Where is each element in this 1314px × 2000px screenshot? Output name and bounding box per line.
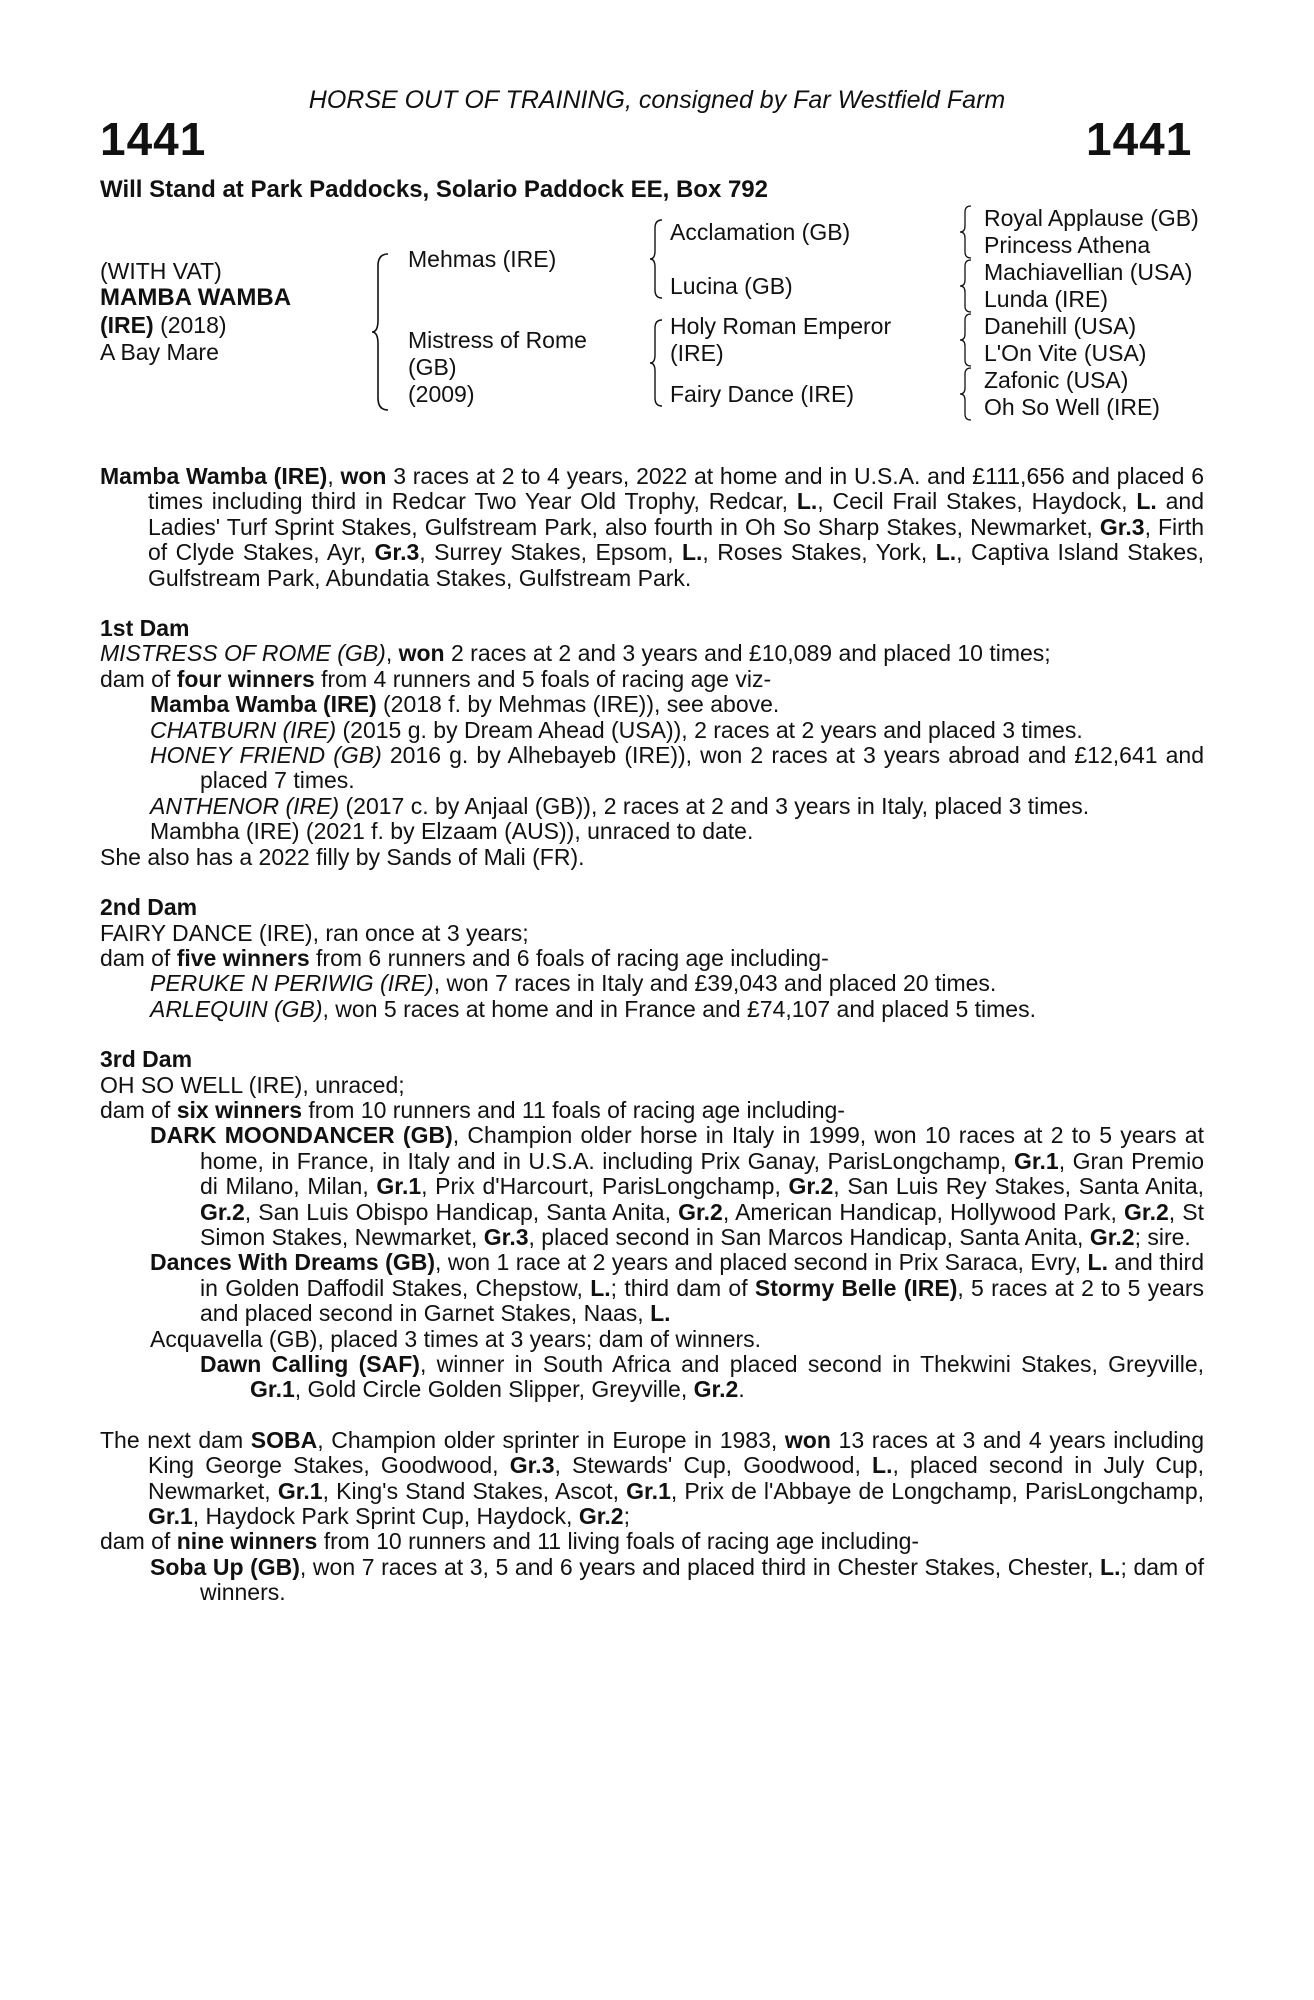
vat-label: (WITH VAT) (100, 258, 222, 284)
pedigree-brace-g3b (958, 258, 974, 314)
dam-line2: (GB) (408, 354, 457, 380)
stand-location: Will Stand at Park Paddocks, Solario Paddock EE, Box 792 (100, 176, 769, 203)
catalogue-body (100, 464, 1204, 1606)
g3-5: Danehill (USA) (984, 313, 1137, 339)
dam1-also: She also has a 2022 filly by Sands of Mali (FR). (100, 843, 585, 870)
dam1-line: MISTRESS OF ROME (GB), won 2 races at 2 and 3 years and £10,089 and placed 10 times; (100, 640, 1051, 667)
sire-dam: Lucina (GB) (670, 273, 793, 299)
pedigree-brace-g3c (958, 312, 974, 368)
dam-dam: Fairy Dance (IRE) (670, 381, 855, 407)
dam1-foal-1: Mamba Wamba (IRE) (2018 f. by Mehmas (IRE)), see above. (150, 691, 780, 718)
g3-1: Royal Applause (GB) (984, 205, 1199, 231)
dam2-heading: 2nd Dam (100, 894, 198, 921)
dam3-dances-with-dreams: Dances With Dreams (GB), won 1 race at 2 years and placed second in Prix Saraca, Evry, L. and third in Golden Daffodil Stakes, Chepstow, L.; third dam of Stormy Belle (IRE), 5 races at 2 to 5 years and placed second in Garnet Stakes, Naas, L. (150, 1249, 1205, 1327)
pedigree-brace-g3d (958, 366, 974, 422)
dam3-dark-moondancer: DARK MOONDANCER (GB), Champion older horse in Italy in 1999, won 10 races at 2 to 5 years at home, in France, in Italy and in U.S.A. including Prix Ganay, ParisLongchamp, Gr.1, Gran Premio di Milano, Milan, Gr.1, Prix d'Harcourt, ParisLongchamp, Gr.2, San Luis Rey Stakes, Santa Anita, Gr.2, San Luis Obispo Handicap, Santa Anita, Gr.2, American Handicap, Hollywood Park, Gr.2, St Simon Stakes, Newmarket, Gr.3, placed second in San Marcos Handicap, Santa Anita, Gr.2; sire. (150, 1122, 1205, 1250)
pedigree-brace-g3a (958, 204, 974, 260)
dam2-line: FAIRY DANCE (IRE), ran once at 3 years; (100, 919, 529, 946)
dam1-heading: 1st Dam (100, 615, 190, 642)
dam1-foal-5: Mambha (IRE) (2021 f. by Elzaam (AUS)), unraced to date. (150, 818, 754, 845)
horse-year: (2018) (160, 312, 227, 338)
sire: Mehmas (IRE) (408, 246, 557, 272)
dam1-foal-2: CHATBURN (IRE) (2015 g. by Dream Ahead (USA)), 2 races at 2 years and placed 3 times. (150, 716, 1083, 743)
lot-number-left: 1441 (100, 113, 207, 165)
dam3-heading: 3rd Dam (100, 1046, 193, 1073)
race-record: Mamba Wamba (IRE), won 3 races at 2 to 4 years, 2022 at home and in U.S.A. and £111,656 and placed 6 times including third in Redcar Two Year Old Trophy, Redcar, L., Cecil Frail Stakes, Haydock, L. and Ladies' Turf Sprint Stakes, Gulfstream Park, also fourth in Oh So Sharp Stakes, Newmarket, Gr.3, Firth of Clyde Stakes, Ayr, Gr.3, Surrey Stakes, Epsom, L., Roses Stakes, York, L., Captiva Island Stakes, Gulfstream Park, Abundatia Stakes, Gulfstream Park. (100, 463, 1205, 591)
g3-6: L'On Vite (USA) (984, 340, 1147, 366)
dam-line3: (2009) (408, 381, 475, 407)
pedigree-brace-main (370, 252, 392, 412)
dam3-produce: dam of six winners from 10 runners and 11 foals of racing age including- (100, 1096, 845, 1123)
consignment-line: HORSE OUT OF TRAINING, consigned by Far Westfield Farm (308, 86, 1006, 114)
dam2-foal-1: PERUKE N PERIWIG (IRE), won 7 races in Italy and £39,043 and placed 20 times. (150, 970, 997, 997)
horse-origin-year (100, 311, 227, 339)
pedigree-brace-dam (648, 318, 666, 408)
dam-sire-line1: Holy Roman Emperor (670, 313, 892, 339)
next-dam-produce: dam of nine winners from 10 runners and 11 living foals of racing age including- (100, 1528, 920, 1555)
horse-name: MAMBA WAMBA (100, 284, 292, 311)
lot-number-right: 1441 (1086, 113, 1193, 165)
dam-sire-line2: (IRE) (670, 340, 724, 366)
dam3-acquavella: Acquavella (GB), placed 3 times at 3 years; dam of winners. (150, 1325, 762, 1352)
dam1-foal-4: ANTHENOR (IRE) (2017 c. by Anjaal (GB)), 2 races at 2 and 3 years in Italy, placed 3 times. (150, 792, 1090, 819)
next-dam-soba-up: Soba Up (GB), won 7 races at 3, 5 and 6 years and placed third in Chester Stakes, Chester, L.; dam of winners. (150, 1553, 1204, 1606)
dam1-produce: dam of four winners from 4 runners and 5 foals of racing age viz- (100, 665, 772, 692)
dam1-foal-3: HONEY FRIEND (GB) 2016 g. by Alhebayeb (IRE)), won 2 races at 3 years abroad and £12,641 and placed 7 times. (150, 742, 1204, 794)
horse-description: A Bay Mare (100, 339, 219, 365)
dam2-produce: dam of five winners from 6 runners and 6 foals of racing age including- (100, 944, 829, 971)
g3-3: Machiavellian (USA) (984, 259, 1193, 285)
pedigree-brace-sire (648, 218, 666, 300)
horse-origin: (IRE) (100, 312, 154, 338)
g3-8: Oh So Well (IRE) (984, 394, 1160, 420)
dam3-dawn-calling: Dawn Calling (SAF), winner in South Africa and placed second in Thekwini Stakes, Greyville, Gr.1, Gold Circle Golden Slipper, Greyville, Gr.2. (200, 1351, 1204, 1403)
dam2-foal-2: ARLEQUIN (GB), won 5 races at home and in France and £74,107 and placed 5 times. (150, 995, 1036, 1022)
g3-4: Lunda (IRE) (984, 286, 1109, 312)
dam3-line: OH SO WELL (IRE), unraced; (100, 1071, 405, 1098)
dam-line1: Mistress of Rome (408, 327, 587, 353)
g3-7: Zafonic (USA) (984, 367, 1129, 393)
g3-2: Princess Athena (984, 232, 1151, 258)
next-dam: The next dam SOBA, Champion older sprinter in Europe in 1983, won 13 races at 3 and 4 years including King George Stakes, Goodwood, Gr.3, Stewards' Cup, Goodwood, L., placed second in July Cup, Newmarket, Gr.1, King's Stand Stakes, Ascot, Gr.1, Prix de l'Abbaye de Longchamp, ParisLongchamp, Gr.1, Haydock Park Sprint Cup, Haydock, Gr.2; (100, 1426, 1204, 1530)
sire-sire: Acclamation (GB) (670, 219, 851, 245)
